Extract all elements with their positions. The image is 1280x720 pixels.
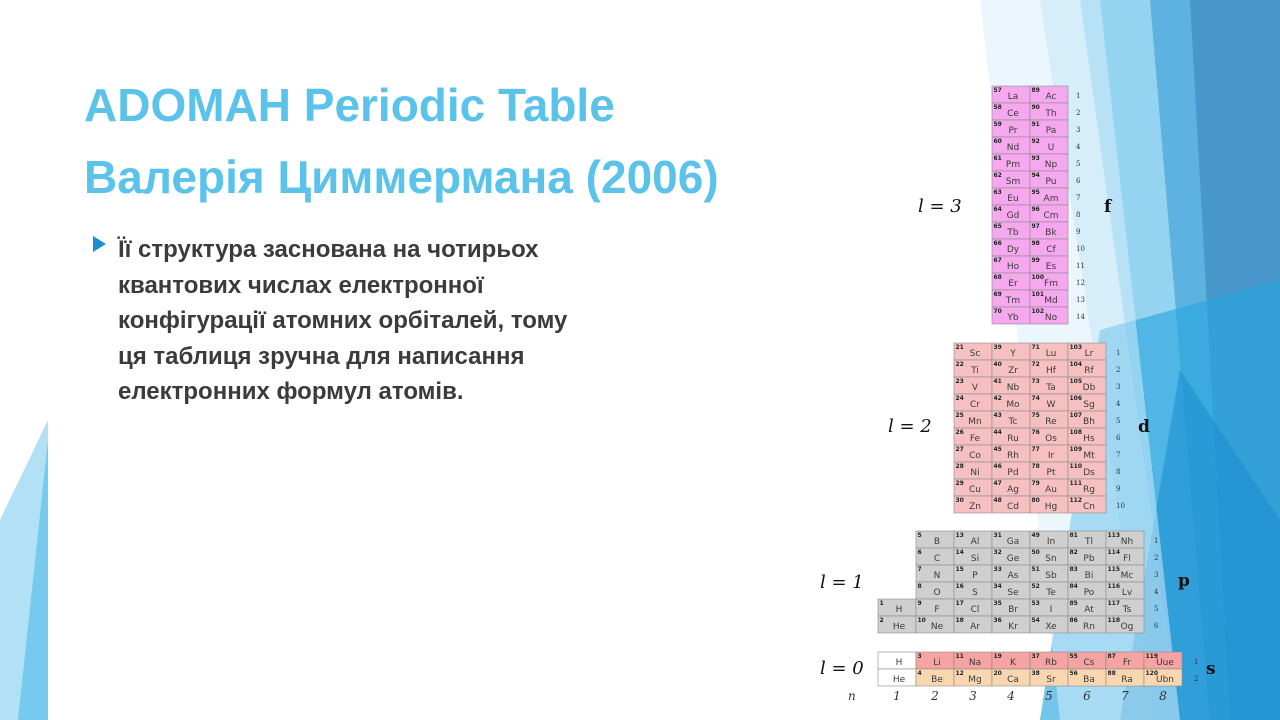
- p-element-in-symbol: In: [1046, 537, 1056, 547]
- f-index-14: 14: [1076, 313, 1085, 321]
- s-element-ra-number: 88: [1107, 670, 1116, 677]
- s-element-ba-symbol: Ba: [1083, 675, 1095, 685]
- d-element-cd-number: 48: [993, 497, 1002, 504]
- d-element-cu-number: 29: [955, 480, 964, 487]
- d-element-zr-number: 40: [993, 361, 1002, 368]
- s-element-fr-symbol: Fr: [1122, 658, 1132, 668]
- p-block-label: p: [1178, 571, 1190, 591]
- p-element-ar-symbol: Ar: [970, 622, 980, 632]
- s-element-ca-symbol: Ca: [1007, 675, 1019, 685]
- d-element-co-symbol: Co: [969, 451, 981, 461]
- p-element-mc-symbol: Mc: [1120, 571, 1134, 581]
- f-element-ce-symbol: Ce: [1007, 109, 1019, 119]
- f-element-ac-number: 89: [1031, 87, 1040, 94]
- f-element-sm-number: 62: [993, 172, 1002, 179]
- f-element-la-number: 57: [993, 87, 1002, 94]
- f-index-5: 5: [1076, 160, 1081, 168]
- s-element-rb-number: 37: [1031, 653, 1040, 660]
- n-value-2: 2: [931, 689, 939, 703]
- p-element-bi-symbol: Bi: [1084, 571, 1094, 581]
- p-element-f-number: 9: [917, 600, 922, 607]
- f-index-2: 2: [1076, 109, 1081, 117]
- d-element-zn-number: 30: [955, 497, 964, 504]
- s-element-ra-symbol: Ra: [1121, 675, 1133, 685]
- d-element-ta-number: 73: [1031, 378, 1040, 385]
- d-element-ni-symbol: Ni: [970, 468, 980, 478]
- p-element-ga-number: 31: [993, 532, 1002, 539]
- f-element-tm-symbol: Tm: [1005, 296, 1021, 306]
- p-element-o-number: 8: [917, 583, 922, 590]
- s-element-uue-symbol: Uue: [1156, 658, 1174, 668]
- f-element-cm-symbol: Cm: [1043, 211, 1059, 221]
- d-element-re-number: 75: [1031, 412, 1040, 419]
- p-element-p-symbol: P: [972, 571, 978, 581]
- d-element-y-symbol: Y: [1010, 349, 1016, 359]
- p-element-ge-symbol: Ge: [1006, 554, 1020, 564]
- bullet-text: Її структура заснована на чотирьох квантових числах електронної конфігурації атомних орбіталей, тому ця таблиця зручна для написання електронних формул атомів.: [118, 236, 568, 405]
- f-element-sm-symbol: Sm: [1005, 177, 1021, 187]
- f-element-dy-number: 66: [993, 240, 1002, 247]
- f-index-11: 11: [1076, 262, 1085, 270]
- f-index-12: 12: [1076, 279, 1085, 287]
- f-element-pm-symbol: Pm: [1005, 160, 1021, 170]
- d-element-ag-number: 47: [993, 480, 1002, 487]
- s-element-rb-symbol: Rb: [1045, 658, 1057, 668]
- d-element-mt-symbol: Mt: [1083, 451, 1095, 461]
- d-element-tc-symbol: Tc: [1008, 417, 1018, 427]
- f-element-pa-symbol: Pa: [1045, 126, 1057, 136]
- s-index-2: 2: [1194, 675, 1199, 683]
- d-element-rg-symbol: Rg: [1083, 485, 1095, 495]
- p-element-pb-number: 82: [1069, 549, 1078, 556]
- s-element-ca-number: 20: [993, 670, 1002, 677]
- d-element-zn-symbol: Zn: [969, 502, 981, 512]
- d-element-zr-symbol: Zr: [1008, 366, 1018, 376]
- d-element-ds-number: 110: [1069, 463, 1083, 470]
- s-element-mg-number: 12: [955, 670, 964, 677]
- p-element-cl-number: 17: [955, 600, 964, 607]
- p-element-se-number: 34: [993, 583, 1002, 590]
- f-element-tm-number: 69: [993, 291, 1002, 298]
- p-element-lv-number: 116: [1107, 583, 1121, 590]
- d-element-mt-number: 109: [1069, 446, 1083, 453]
- d-element-db-number: 105: [1069, 378, 1083, 385]
- p-element-b-symbol: B: [933, 537, 941, 547]
- s-element-cs-symbol: Cs: [1083, 658, 1095, 668]
- f-element-no-symbol: No: [1044, 313, 1058, 323]
- p-element-lv-symbol: Lv: [1121, 588, 1133, 598]
- d-element-ru-number: 44: [993, 429, 1002, 436]
- p-element-ga-symbol: Ga: [1006, 537, 1020, 547]
- f-element-la-symbol: La: [1007, 92, 1019, 102]
- f-element-md-symbol: Md: [1044, 296, 1058, 306]
- f-index-6: 6: [1076, 177, 1081, 185]
- p-element-br-number: 35: [993, 600, 1002, 607]
- p-element-kr-symbol: Kr: [1008, 622, 1018, 632]
- d-l-label: l = 2: [888, 416, 932, 437]
- f-element-pu-number: 94: [1031, 172, 1040, 179]
- d-index-5: 5: [1116, 417, 1121, 425]
- d-element-ir-number: 77: [1031, 446, 1040, 453]
- title-line-1: ADOMAH Periodic Table: [84, 79, 615, 131]
- f-l-label: l = 3: [918, 196, 962, 217]
- d-element-pt-number: 78: [1031, 463, 1040, 470]
- p-element-te-number: 52: [1031, 583, 1040, 590]
- s-element-be-symbol: Be: [931, 675, 943, 685]
- f-element-pa-number: 91: [1031, 121, 1040, 128]
- f-index-10: 10: [1076, 245, 1085, 253]
- f-element-am-number: 95: [1031, 189, 1040, 196]
- d-element-lr-symbol: Lr: [1084, 349, 1094, 359]
- p-element-al-number: 13: [955, 532, 964, 539]
- d-element-db-symbol: Db: [1082, 383, 1096, 393]
- p-element-in-number: 49: [1031, 532, 1040, 539]
- p-element-at-number: 85: [1069, 600, 1078, 607]
- d-element-ir-symbol: Ir: [1047, 451, 1055, 461]
- p-index-2: 2: [1154, 554, 1159, 562]
- d-element-ag-symbol: Ag: [1007, 485, 1019, 495]
- p-element-f-symbol: F: [934, 605, 940, 615]
- p-element-mc-number: 115: [1107, 566, 1121, 573]
- d-element-w-number: 74: [1031, 395, 1040, 402]
- d-element-cr-symbol: Cr: [970, 400, 980, 410]
- d-element-rg-number: 111: [1069, 480, 1083, 487]
- d-element-lu-number: 71: [1031, 344, 1040, 351]
- d-index-4: 4: [1116, 400, 1121, 408]
- p-element-i-symbol: I: [1049, 605, 1053, 615]
- f-element-cf-symbol: Cf: [1046, 245, 1056, 255]
- d-element-hf-number: 72: [1031, 361, 1040, 368]
- d-element-ru-symbol: Ru: [1007, 434, 1019, 444]
- f-block-label: f: [1104, 197, 1112, 217]
- f-element-cm-number: 96: [1031, 206, 1040, 213]
- f-element-np-symbol: Np: [1044, 160, 1058, 170]
- f-element-yb-symbol: Yb: [1007, 313, 1019, 323]
- p-element-pb-symbol: Pb: [1083, 554, 1095, 564]
- p-element-se-symbol: Se: [1007, 588, 1019, 598]
- f-element-nd-symbol: Nd: [1006, 143, 1020, 153]
- d-index-1: 1: [1116, 349, 1121, 357]
- d-element-rf-symbol: Rf: [1084, 366, 1094, 376]
- n-value-8: 8: [1159, 689, 1167, 703]
- f-index-13: 13: [1076, 296, 1085, 304]
- s-element-ubn-symbol: Ubn: [1155, 675, 1175, 685]
- d-index-9: 9: [1116, 485, 1121, 493]
- n-value-3: 3: [969, 689, 977, 703]
- d-element-cr-number: 24: [955, 395, 964, 402]
- d-index-3: 3: [1116, 383, 1121, 391]
- d-element-fe-number: 26: [955, 429, 964, 436]
- n-axis-label: n: [848, 689, 856, 703]
- bullet-arrow-icon: [93, 236, 106, 252]
- title-line-2: Валерія Циммермана (2006): [84, 151, 719, 203]
- f-element-fm-symbol: Fm: [1044, 279, 1058, 289]
- f-element-pr-number: 59: [993, 121, 1002, 128]
- d-element-w-symbol: W: [1046, 400, 1056, 410]
- p-element-si-symbol: Si: [970, 554, 980, 564]
- d-element-au-symbol: Au: [1045, 485, 1057, 495]
- f-element-er-symbol: Er: [1008, 279, 1018, 289]
- p-element-h-symbol: H: [895, 605, 903, 615]
- f-element-es-symbol: Es: [1045, 262, 1057, 272]
- d-element-nb-number: 41: [993, 378, 1002, 385]
- n-value-5: 5: [1045, 689, 1053, 703]
- p-element-c-number: 6: [917, 549, 922, 556]
- p-element-al-symbol: Al: [970, 537, 980, 547]
- f-element-ho-number: 67: [993, 257, 1002, 264]
- f-element-ce-number: 58: [993, 104, 1002, 111]
- f-element-yb-number: 70: [993, 308, 1002, 315]
- p-element-br-symbol: Br: [1008, 605, 1018, 615]
- f-element-pm-number: 61: [993, 155, 1002, 162]
- d-element-lu-symbol: Lu: [1045, 349, 1057, 359]
- d-element-hg-number: 80: [1031, 497, 1040, 504]
- d-element-os-symbol: Os: [1045, 434, 1057, 444]
- p-element-xe-symbol: Xe: [1045, 622, 1057, 632]
- s-element-h-symbol: H: [895, 658, 903, 668]
- s-element-k-number: 19: [993, 653, 1002, 660]
- d-element-fe-symbol: Fe: [969, 434, 981, 444]
- p-element-i-number: 53: [1031, 600, 1040, 607]
- p-element-sn-symbol: Sn: [1045, 554, 1057, 564]
- p-element-as-number: 33: [993, 566, 1002, 573]
- f-element-cf-number: 98: [1031, 240, 1040, 247]
- p-element-ne-number: 10: [917, 617, 926, 624]
- f-element-fm-number: 100: [1031, 274, 1045, 281]
- d-element-pd-symbol: Pd: [1007, 468, 1019, 478]
- p-element-ar-number: 18: [955, 617, 964, 624]
- p-index-1: 1: [1154, 537, 1159, 545]
- f-element-dy-symbol: Dy: [1006, 245, 1020, 255]
- d-element-os-number: 76: [1031, 429, 1040, 436]
- s-element-na-number: 11: [955, 653, 964, 660]
- d-element-rh-number: 45: [993, 446, 1002, 453]
- p-element-ne-symbol: Ne: [930, 622, 944, 632]
- s-element-li-number: 3: [917, 653, 922, 660]
- adomah-periodic-table: [780, 80, 1220, 720]
- p-element-h-number: 1: [879, 600, 884, 607]
- d-element-hf-symbol: Hf: [1046, 366, 1056, 376]
- f-element-ho-symbol: Ho: [1006, 262, 1020, 272]
- d-element-re-symbol: Re: [1045, 417, 1057, 427]
- d-element-sg-symbol: Sg: [1083, 400, 1095, 410]
- f-index-3: 3: [1076, 126, 1081, 134]
- s-block-label: s: [1206, 659, 1216, 679]
- f-element-eu-number: 63: [993, 189, 1002, 196]
- d-index-8: 8: [1116, 468, 1121, 476]
- p-element-tl-number: 81: [1069, 532, 1078, 539]
- d-element-mo-number: 42: [993, 395, 1002, 402]
- s-element-be-number: 4: [917, 670, 922, 677]
- f-element-bk-symbol: Bk: [1045, 228, 1057, 238]
- d-element-mn-symbol: Mn: [968, 417, 982, 427]
- f-element-u-number: 92: [1031, 138, 1040, 145]
- d-element-pt-symbol: Pt: [1046, 468, 1056, 478]
- d-element-hs-symbol: Hs: [1083, 434, 1095, 444]
- d-element-y-number: 39: [993, 344, 1002, 351]
- d-element-hs-number: 108: [1069, 429, 1083, 436]
- d-element-v-number: 23: [955, 378, 964, 385]
- p-element-tl-symbol: Tl: [1085, 537, 1093, 547]
- f-index-1: 1: [1076, 92, 1081, 100]
- d-element-sc-symbol: Sc: [969, 349, 981, 359]
- s-element-fr-number: 87: [1107, 653, 1116, 660]
- f-element-gd-number: 64: [993, 206, 1002, 213]
- d-element-ds-symbol: Ds: [1083, 468, 1095, 478]
- f-element-th-number: 90: [1031, 104, 1040, 111]
- p-element-n-number: 7: [917, 566, 922, 573]
- d-element-lr-number: 103: [1069, 344, 1083, 351]
- f-element-er-number: 68: [993, 274, 1002, 281]
- d-block-label: d: [1138, 417, 1150, 437]
- p-element-p-number: 15: [955, 566, 964, 573]
- f-element-ac-symbol: Ac: [1045, 92, 1057, 102]
- s-element-mg-symbol: Mg: [968, 675, 982, 685]
- d-index-10: 10: [1116, 502, 1125, 510]
- f-element-gd-symbol: Gd: [1006, 211, 1020, 221]
- p-element-xe-number: 54: [1031, 617, 1040, 624]
- d-element-au-number: 79: [1031, 480, 1040, 487]
- f-element-eu-symbol: Eu: [1007, 194, 1019, 204]
- d-element-ni-number: 28: [955, 463, 964, 470]
- s-element-ba-number: 56: [1069, 670, 1078, 677]
- d-element-rf-number: 104: [1069, 361, 1083, 368]
- p-element-he-number: 2: [879, 617, 884, 624]
- n-value-4: 4: [1007, 689, 1015, 703]
- d-element-nb-symbol: Nb: [1006, 383, 1020, 393]
- d-element-sg-number: 106: [1069, 395, 1083, 402]
- p-element-sn-number: 50: [1031, 549, 1040, 556]
- f-index-4: 4: [1076, 143, 1081, 151]
- p-element-at-symbol: At: [1084, 605, 1094, 615]
- p-element-b-number: 5: [917, 532, 922, 539]
- d-element-cd-symbol: Cd: [1007, 502, 1019, 512]
- f-element-es-number: 99: [1031, 257, 1040, 264]
- d-element-cn-number: 112: [1069, 497, 1083, 504]
- s-element-li-symbol: Li: [933, 658, 941, 668]
- p-element-sb-number: 51: [1031, 566, 1040, 573]
- p-element-fl-symbol: Fl: [1123, 554, 1131, 564]
- s-element-cs-number: 55: [1069, 653, 1078, 660]
- s-l-label: l = 0: [820, 658, 864, 679]
- p-element-c-symbol: C: [933, 554, 941, 564]
- s-element-sr-number: 38: [1031, 670, 1040, 677]
- p-element-bi-number: 83: [1069, 566, 1078, 573]
- f-element-u-symbol: U: [1047, 143, 1055, 153]
- p-element-ge-number: 32: [993, 549, 1002, 556]
- d-index-7: 7: [1116, 451, 1121, 459]
- d-element-mo-symbol: Mo: [1006, 400, 1020, 410]
- p-element-kr-number: 36: [993, 617, 1002, 624]
- f-element-nd-number: 60: [993, 138, 1002, 145]
- d-element-rh-symbol: Rh: [1007, 451, 1019, 461]
- p-element-he-symbol: He: [892, 622, 906, 632]
- n-value-6: 6: [1083, 689, 1091, 703]
- d-element-ti-symbol: Ti: [971, 366, 979, 376]
- f-element-pr-symbol: Pr: [1008, 126, 1018, 136]
- p-element-nh-symbol: Nh: [1120, 537, 1134, 547]
- d-element-mn-number: 25: [955, 412, 964, 419]
- p-element-nh-number: 113: [1107, 532, 1121, 539]
- d-index-2: 2: [1116, 366, 1121, 374]
- d-element-hg-symbol: Hg: [1044, 502, 1058, 512]
- d-element-cu-symbol: Cu: [969, 485, 981, 495]
- p-index-5: 5: [1154, 605, 1159, 613]
- p-element-ts-number: 117: [1107, 600, 1121, 607]
- p-element-po-symbol: Po: [1083, 588, 1095, 598]
- p-element-po-number: 84: [1069, 583, 1078, 590]
- d-element-pd-number: 46: [993, 463, 1002, 470]
- f-element-np-number: 93: [1031, 155, 1040, 162]
- d-index-6: 6: [1116, 434, 1121, 442]
- s-element-sr-symbol: Sr: [1046, 675, 1056, 685]
- p-element-as-symbol: As: [1007, 571, 1019, 581]
- s-element-he-symbol: He: [892, 675, 906, 685]
- d-element-v-symbol: V: [971, 383, 979, 393]
- d-element-ta-symbol: Ta: [1046, 383, 1056, 393]
- f-element-am-symbol: Am: [1043, 194, 1059, 204]
- d-element-co-number: 27: [955, 446, 964, 453]
- d-element-bh-number: 107: [1069, 412, 1083, 419]
- p-index-4: 4: [1154, 588, 1159, 596]
- d-element-cn-symbol: Cn: [1083, 502, 1095, 512]
- p-element-s-symbol: S: [972, 588, 978, 598]
- p-element-rn-symbol: Rn: [1083, 622, 1095, 632]
- n-value-7: 7: [1121, 689, 1129, 703]
- s-element-ubn-number: 120: [1145, 670, 1159, 677]
- p-index-6: 6: [1154, 622, 1159, 630]
- p-element-rn-number: 86: [1069, 617, 1078, 624]
- n-value-1: 1: [893, 689, 901, 703]
- p-index-3: 3: [1154, 571, 1159, 579]
- f-index-9: 9: [1076, 228, 1081, 236]
- s-element-na-symbol: Na: [968, 658, 982, 668]
- s-index-1: 1: [1194, 658, 1199, 666]
- f-index-7: 7: [1076, 194, 1081, 202]
- p-element-s-number: 16: [955, 583, 964, 590]
- s-element-uue-number: 119: [1145, 653, 1159, 660]
- p-element-te-symbol: Te: [1046, 588, 1056, 598]
- f-element-no-number: 102: [1031, 308, 1045, 315]
- f-element-pu-symbol: Pu: [1045, 177, 1057, 187]
- p-element-sb-symbol: Sb: [1045, 571, 1057, 581]
- d-element-ti-number: 22: [955, 361, 964, 368]
- f-element-bk-number: 97: [1031, 223, 1040, 230]
- p-element-ts-symbol: Ts: [1122, 605, 1132, 615]
- p-element-o-symbol: O: [933, 588, 941, 598]
- p-element-fl-number: 114: [1107, 549, 1121, 556]
- f-element-tb-number: 65: [993, 223, 1002, 230]
- f-element-tb-symbol: Tb: [1007, 228, 1019, 238]
- p-element-cl-symbol: Cl: [970, 605, 980, 615]
- f-element-th-symbol: Th: [1045, 109, 1057, 119]
- d-element-bh-symbol: Bh: [1083, 417, 1095, 427]
- p-element-og-number: 118: [1107, 617, 1121, 624]
- p-l-label: l = 1: [820, 572, 864, 593]
- p-element-og-symbol: Og: [1120, 622, 1134, 632]
- p-element-si-number: 14: [955, 549, 964, 556]
- f-element-md-number: 101: [1031, 291, 1045, 298]
- d-element-tc-number: 43: [993, 412, 1002, 419]
- p-element-n-symbol: N: [933, 571, 941, 581]
- s-element-k-symbol: K: [1010, 658, 1016, 668]
- f-index-8: 8: [1076, 211, 1081, 219]
- d-element-sc-number: 21: [955, 344, 964, 351]
